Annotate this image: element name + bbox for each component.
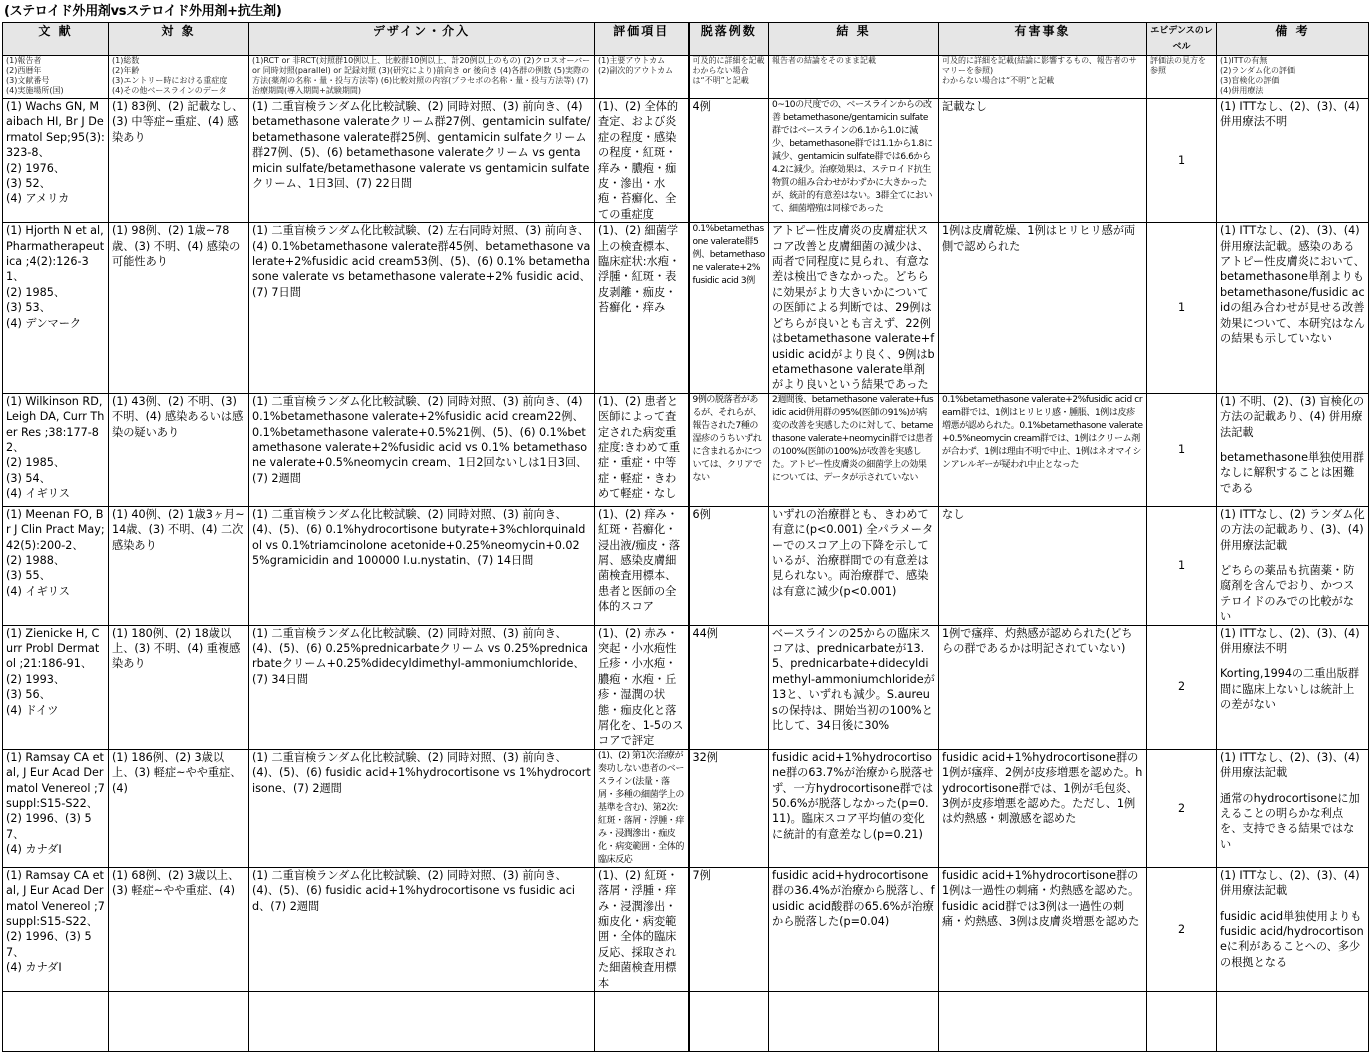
note-cell [1217, 625, 1369, 749]
reference-line: (2) 1996、(3) 57、 [6, 812, 92, 841]
reference-line: (1) Hjorth N et al, Pharmatherapeutica ;4(2):126-31、 [6, 224, 105, 284]
reference-cell [3, 393, 109, 506]
adverse-text: なし [942, 507, 965, 521]
reference-line: (4) カナダⅠ [6, 843, 62, 857]
subject-cell [109, 393, 249, 506]
adverse-cell [939, 99, 1147, 223]
reference-line: (1) Meenan FO, Br J Clin Pract May;42(5):200-2、 [6, 507, 105, 552]
evidence-level-cell [1147, 99, 1217, 223]
note-cell [1217, 99, 1369, 223]
adverse-cell [939, 749, 1147, 867]
result-text: 2週間後、betamethasone valerate+fusidic acid併用群の95%(医師の91%)が病変の改善を実感したのに対して、betamethasone valerate+neomycin群では患者の100%(医師の100%)が改善を実感した。アトピー性皮膚炎の細菌学上の効果については、データが示されていない [772, 394, 934, 483]
subject-text: (1) 68例、(2) 3歳以上、(3) 軽症~やや重症、(4) [112, 868, 240, 898]
outcome-text: (1)、(2) 全体的査定、および炎症の程度・感染の程度・紅斑・痒み・膿疱・痂皮・滲出・水疱・苔癬化、全ての重症度 [598, 100, 679, 221]
outcome-cell [595, 393, 689, 506]
adverse-cell [939, 625, 1147, 749]
evidence-level-value: 1 [1177, 153, 1186, 167]
result-text: 0~10の尺度での、ベースラインからの改善 betamethasone/gentamicin sulfate群ではベースラインの6.1から1.0に減少、betamethasone群では1.1から1.8に減少、gentamicin sulfate群では6.6から4.2に減少。治療効果は、ステロイド抗生物質の組み合わせがわずかに大きかったが、統計的有意差はない。3群全てにおいて、細菌増殖は同様であった [772, 100, 933, 214]
adverse-text: 0.1%betamethasone valerate+2%fusidic acid cream群では、1例はヒリヒリ感・腫脹、1例は皮疹増悪が認められた。0.1%betamethasone valerate+0.5%neomycin cream群では、1例はクリーム剤が合わず、1例は理由不明で中止、1例はネオマイシンアレルギーが疑われ中止となった [942, 394, 1143, 470]
result-text: fusidic acid+1%hydrocortisone群の63.7%が治療から脱落せず、一方hydrocortisone群では50.6%が脱落しなかった(p=0.11)。臨床スコア平均値の変化に統計的有意差なし(p=0.21) [772, 750, 934, 841]
outcome-text: (1)、(2) 紅斑・落屑・浮腫・痒み・浸潤滲出・痂皮化・病変範囲・全体的臨床反応、採取された細菌検査用標本 [598, 868, 679, 990]
dropout-text: 0.1%betamethasone valerate群5例、betamethasone valerate+2% fusidic acid 3例 [692, 224, 765, 287]
note-paragraph: (1) 不明、(2)、(3) 盲検化の方法の記載あり、(4) 併用療法記載 [1220, 394, 1365, 439]
reference-line: (2) 1976、 [6, 161, 66, 175]
table-row [3, 625, 1369, 749]
subject-text: (1) 43例、(2) 不明、(3) 不明、(4) 感染あるいは感染の疑いあり [112, 394, 244, 439]
subject-cell [109, 867, 249, 991]
empty-cell [109, 992, 249, 1052]
evidence-level-cell [1147, 867, 1217, 991]
result-cell [769, 99, 939, 223]
outcome-text: (1)、(2) 赤み・突起・小水疱性丘疹・小水疱・膿疱・水疱・丘疹・湿潤の状態・痂皮化と落屑化を、1-5のスコアで評定 [598, 626, 684, 748]
evidence-level-value: 2 [1177, 680, 1186, 694]
header-design: デザイン・介入 [249, 23, 595, 56]
evidence-level-cell [1147, 625, 1217, 749]
header-note: 備 考 [1217, 23, 1369, 56]
dropout-text: 7例 [692, 868, 711, 882]
outcome-cell [595, 223, 689, 393]
empty-cell [249, 992, 595, 1052]
subject-cell [109, 749, 249, 867]
outcome-cell [595, 99, 689, 223]
design-text: (1) 二重盲検ランダム化比較試験、(2) 同時対照、(3) 前向き、(4)、(5)、(6) fusidic acid+1%hydrocortisone vs 1%hydrocortisone、(7) 2週間 [252, 750, 591, 795]
design-text: (1) 二重盲検ランダム化比較試験、(2) 同時対照、(3) 前向き、(4) 0.1%betamethasone valerate+2%fusidic acid cream22例、0.1%betamethasone valerate+0.5%21例、(5)、(6) 0.1%betamethasone valerate+2%fusidic acid vs 0.1% betamethasone valerate+0.5%neomycin cream、1日2回ないしは1日3回、(7) 2週間 [252, 394, 588, 485]
design-text: (1) 二重盲検ランダム化比較試験、(2) 同時対照、(3) 前向き、(4)、(5)、(6) 0.25%prednicarbateクリーム vs 0.25%prednicarbateクリーム+0.25%didecyldimethyl-ammoniumchloride、(7) 34日間 [252, 626, 588, 686]
design-cell [249, 223, 595, 393]
evidence-level-value: 1 [1177, 558, 1186, 572]
reference-line: (3) 53、 [6, 301, 51, 315]
table-row [3, 506, 1369, 625]
design-text: (1) 二重盲検ランダム化比較試験、(2) 同時対照、(3) 前向き、(4)、(5)、(6) fusidic acid+1%hydrocortisone vs fusidic acid、(7) 2週間 [252, 868, 576, 913]
adverse-cell [939, 867, 1147, 991]
evidence-level-value: 2 [1177, 801, 1186, 815]
reference-line: (4) ドイツ [6, 703, 59, 717]
reference-line: (3) 56、 [6, 688, 51, 702]
result-cell [769, 867, 939, 991]
dropout-text: 44例 [692, 626, 718, 640]
adverse-cell [939, 223, 1147, 393]
adverse-text: 1例は皮膚乾燥、1例はヒリヒリ感が両側で認められた [942, 224, 1136, 253]
evidence-level-cell [1147, 393, 1217, 506]
empty-row [3, 992, 1369, 1052]
reference-line: (4) カナダⅠ [6, 961, 62, 975]
reference-line: (2) 1996、(3) 57、 [6, 930, 92, 959]
empty-cell [769, 992, 939, 1052]
evidence-level-value: 1 [1177, 443, 1186, 457]
reference-cell [3, 625, 109, 749]
outcome-text: (1)、(2) 患者と医師によって査定された病変重症度:きわめて重症・重症・中等症・軽症・きわめて軽症・なし [598, 394, 681, 501]
design-cell [249, 506, 595, 625]
reference-line: (3) 52、 [6, 177, 51, 191]
empty-cell [3, 992, 109, 1052]
subject-cell [109, 506, 249, 625]
header-adverse: 有害事象 [939, 23, 1147, 56]
reference-cell [3, 506, 109, 625]
table-body [3, 99, 1369, 1052]
reference-line: (4) デンマーク [6, 316, 82, 330]
reference-cell [3, 223, 109, 393]
dropout-cell [689, 506, 769, 625]
header-evidence-level: エビデンスのレベル [1147, 23, 1217, 56]
design-cell [249, 749, 595, 867]
dropout-cell [689, 99, 769, 223]
result-cell [769, 223, 939, 393]
dropout-text: 32例 [692, 750, 718, 764]
guide-design: (1)RCT or 非RCT(対照群10例以上、比較群10例以上、計20例以上のもの) (2)クロスオーバー or 同時対照(parallel) or 記録対照 (3)(研究により)前向き or 後向き (4)各群の例数 (5)実際の方法(薬剤の名称・量・投与方法等) (6)比較対照の内容(プラセボの名称・量・投与方法等) (7)治療期間(導入期間+試験期間) [249, 56, 595, 99]
guide-reference: (1)報告者 (2)西暦年 (3)文献番号 (4)実施場所(国) [3, 56, 109, 99]
reference-line: (4) イギリス [6, 584, 70, 598]
document-title: (ステロイド外用剤vsステロイド外用剤+抗生剤) [4, 4, 282, 19]
table-row [3, 749, 1369, 867]
outcome-cell [595, 867, 689, 991]
reference-line: (1) Zienicke H, Curr Probl Dermatol ;21:186-91、 [6, 626, 100, 671]
subject-cell [109, 223, 249, 393]
reference-line: (3) 55、 [6, 569, 51, 583]
empty-cell [939, 992, 1147, 1052]
note-paragraph: (1) ITTなし、(2) ランダム化の方法の記載あり、(3)、(4) 併用療法記載 [1220, 507, 1365, 552]
result-text: アトピー性皮膚炎の皮膚症状スコア改善と皮膚細菌の減少は、両者で同程度に見られ、有意な差は検出できなかった。どちらに効果がより大きいかについての医師による判断では、29例はどちらが良いとも言えず、22例はbetamethasone valerate+fusidic acidがより良く、9例はbetamethasone valerate単剤がより良いという結果であった [772, 224, 935, 392]
reference-line: (4) イギリス [6, 487, 70, 501]
reference-line: (2) 1985、 [6, 285, 66, 299]
evidence-level-value: 1 [1177, 301, 1186, 315]
note-cell [1217, 867, 1369, 991]
dropout-cell [689, 223, 769, 393]
guide-outcome: (1)主要アウトカム (2)副次的アウトカム [595, 56, 689, 99]
table-row [3, 223, 1369, 393]
design-text: (1) 二重盲検ランダム化比較試験、(2) 同時対照、(3) 前向き、(4)、(5)、(6) 0.1%hydrocortisone butyrate+3%chlorquinaldol vs 0.1%triamcinolone acetonide+0.25%neomycin+0.025%gramicidin and 100000 I.u.nystatin、(7) 14日間 [252, 507, 586, 567]
guide-evidence-level: 評価法の見方を参照 [1147, 56, 1217, 99]
note-paragraph: (1) ITTなし、(2)、(3)、(4) 併用療法記載 [1220, 750, 1360, 780]
subject-text: (1) 180例、(2) 18歳以上、(3) 不明、(4) 重複感染あり [112, 626, 241, 671]
header-subject: 対 象 [109, 23, 249, 56]
adverse-cell [939, 393, 1147, 506]
subject-text: (1) 186例、(2) 3歳以上、(3) 軽症~やや重症、(4) [112, 750, 242, 795]
note-paragraph: Korting,1994の二重出版群間に臨床上ないしは統計上の差がない [1220, 667, 1360, 712]
design-text: (1) 二重盲検ランダム化比較試験、(2) 左右同時対照、(3) 前向き、(4) 0.1%betamethasone valerate群45例、betamethasone valerate+2%fusidic acid cream53例、(5)、(6) 0.1% betamethasone valerate vs betamethasone valerate+2% fusidic acid、(7) 7日間 [252, 224, 591, 299]
adverse-text: 1例で瘙痒、灼熱感が認められた(どちらの群であるかは明記されていない) [942, 626, 1133, 655]
adverse-text: 記載なし [942, 100, 987, 113]
note-paragraph: どちらの薬品も抗菌薬・防腐剤を含んでおり、かつステロイドのみでの比較がない [1220, 563, 1355, 624]
reference-line: (2) 1985、 [6, 456, 66, 470]
outcome-cell [595, 625, 689, 749]
table-row [3, 867, 1369, 991]
subject-text: (1) 98例、(2) 1歳~78歳、(3) 不明、(4) 感染の可能性あり [112, 224, 241, 269]
dropout-cell [689, 625, 769, 749]
guide-subject: (1)総数 (2)年齢 (3)エントリー時における重症度 (4)その他ベースラインのデータ [109, 56, 249, 99]
subject-text: (1) 40例、(2) 1歳3ヶ月~14歳、(3) 不明、(4) 二次感染あり [112, 507, 245, 552]
reference-cell [3, 749, 109, 867]
design-text: (1) 二重盲検ランダム化比較試験、(2) 同時対照、(3) 前向き、(4) betamethasone valerateクリーム群27例、gentamicin sulfate/betamethasone valerate群25例、gentamicin sulfateクリーム群27例、(5)、(6) betamethasone valerateクリーム vs gentamicin sulfate/betamethasone valerate vs gentamicin sulfateクリーム、1日3回、(7) 22日間 [252, 100, 591, 191]
evidence-level-cell [1147, 223, 1217, 393]
design-cell [249, 625, 595, 749]
outcome-cell [595, 749, 689, 867]
evidence-table [2, 22, 1369, 1052]
result-text: いずれの治療群とも、きわめて有意に(p<0.001) 全パラメーターでのスコア上の下降を示しているが、治療群間での有意差は見られない。両治療群で、感染は有意に減少(p<0.001) [772, 507, 934, 598]
guide-adverse: 可及的に詳細を記載(結論に影響するもの、報告者のサマリーを参照) わからない場合は“不明”と記載 [939, 56, 1147, 99]
result-cell [769, 393, 939, 506]
header-outcome: 評価項目 [595, 23, 689, 56]
reference-line: (2) 1993、 [6, 672, 66, 686]
subject-cell [109, 99, 249, 223]
note-paragraph: (1) ITTなし、(2)、(3)、(4) 併用療法記載。感染のあるアトピー性皮膚炎において、betamethasone単剤よりもbetamethasone/fusidic acidの組み合わせが見せる改善効果について、本研究はなんの結果も示していない [1220, 224, 1365, 346]
dropout-text: 4例 [692, 100, 711, 113]
adverse-text: fusidic acid+1%hydrocortisone群の1例が瘙痒、2例が皮疹増悪を認めた。hydrocortisone群では、1例が毛包炎、3例が皮疹増悪を認めた。ただし、1例は灼熱感・刺激感を認めた [942, 750, 1143, 826]
outcome-cell [595, 506, 689, 625]
reference-line: (1) Ramsay CA et al, J Eur Acad Dermatol Venereol ;7 suppl:S15-S22、 [6, 750, 105, 811]
note-cell [1217, 223, 1369, 393]
dropout-cell [689, 867, 769, 991]
note-paragraph: (1) ITTなし、(2)、(3)、(4) 併用療法記載 [1220, 868, 1360, 898]
subject-text: (1) 83例、(2) 記載なし、(3) 中等症~重症、(4) 感染あり [112, 100, 244, 144]
reference-line: (2) 1988、 [6, 553, 66, 567]
note-paragraph: fusidic acid単独使用よりもfusidic acid/hydrocortisoneに利があることへの、多少の根拠となる [1220, 909, 1364, 969]
note-paragraph: betamethasone単独使用群なしに解釈することは困難である [1220, 450, 1364, 495]
evidence-level-cell [1147, 749, 1217, 867]
empty-cell [1217, 992, 1369, 1052]
guide-note: (1)ITTの有無 (2)ランダム化の評価 (3)盲検化の評価 (4)併用療法 [1217, 56, 1369, 99]
reference-line: (1) Ramsay CA et al, J Eur Acad Dermatol Venereol ;7 suppl:S15-S22、 [6, 868, 105, 929]
header-reference: 文 献 [3, 23, 109, 56]
header-dropout: 脱落例数 [689, 23, 769, 56]
guide-row [3, 56, 1369, 99]
evidence-level-cell [1147, 506, 1217, 625]
result-cell [769, 625, 939, 749]
result-text: fusidic acid+hydrocortisone群の36.4%が治療から脱落し、fusidic acid酸群の65.6%が治療から脱落した(p=0.04) [772, 868, 935, 929]
note-cell [1217, 506, 1369, 625]
guide-result: 報告者の結論をそのまま記載 [769, 56, 939, 99]
design-cell [249, 99, 595, 223]
reference-line: (1) Wilkinson RD, Leigh DA, Curr Ther Res ;38:177-82、 [6, 394, 105, 454]
subject-cell [109, 625, 249, 749]
dropout-cell [689, 393, 769, 506]
result-text: ベースラインの25からの臨床スコアは、prednicarbateが13.5、prednicarbate+didecyldimethyl-ammoniumchlorideが13と、いずれも減少。S.aureusの保持は、開始当初の100%と比して、34日後に30% [772, 626, 935, 732]
reference-line: (4) アメリカ [6, 192, 70, 206]
dropout-text: 9例の脱落者があるが、それらが、報告された7種の湿疹のうちいずれに含まれるかについては、クリアでない [692, 394, 762, 483]
design-cell [249, 393, 595, 506]
result-cell [769, 749, 939, 867]
dropout-cell [689, 749, 769, 867]
reference-line: (3) 54、 [6, 471, 51, 485]
empty-cell [689, 992, 769, 1052]
dropout-text: 6例 [692, 507, 711, 521]
adverse-text: fusidic acid+1%hydrocortisone群の1例は一過性の刺痛・灼熱感を認めた。fusidic acid群では3例は一過性の刺痛・灼熱感、3例は皮膚炎増悪を認めた [942, 868, 1140, 929]
empty-cell [595, 992, 689, 1052]
outcome-text: (1)、(2) 第1次:治療が奏功しない患者のベースライン(法量・落屑・多種の細菌学上の基準を含む)、第2次:紅斑・落屑・浮腫・痒み・浸潤滲出・痂皮化・病変範囲・全体的臨床反応 [598, 750, 685, 865]
adverse-cell [939, 506, 1147, 625]
table-row [3, 99, 1369, 223]
header-row [3, 23, 1369, 56]
reference-line: (1) Wachs GN, Maibach HI, Br J Dermatol Sep;95(3):323-8、 [6, 100, 105, 160]
note-cell [1217, 749, 1369, 867]
empty-cell [1147, 992, 1217, 1052]
note-cell [1217, 393, 1369, 506]
header-result: 結 果 [769, 23, 939, 56]
note-paragraph: (1) ITTなし、(2)、(3)、(4) 併用療法不明 [1220, 626, 1360, 655]
design-cell [249, 867, 595, 991]
evidence-level-value: 2 [1177, 922, 1186, 936]
table-row [3, 393, 1369, 506]
note-paragraph: (1) ITTなし、(2)、(3)、(4) 併用療法不明 [1220, 100, 1360, 129]
outcome-text: (1)、(2) 細菌学上の検査標本、臨床症状:水疱・浮腫・紅斑・表皮剥離・痂皮・苔癬化・痒み [598, 224, 681, 315]
result-cell [769, 506, 939, 625]
reference-cell [3, 867, 109, 991]
outcome-text: (1)、(2) 痒み・紅斑・苔癬化・浸出液/痂皮・落屑、感染皮膚細菌検査用標本、患者と医師の全体的スコア [598, 507, 681, 614]
guide-dropout: 可及的に詳細を記載 わからない場合は“不明”と記載 [689, 56, 769, 99]
note-paragraph: 通常のhydrocortisoneに加えることの明らかな利点を、支持できる結果ではない [1220, 791, 1360, 851]
reference-cell [3, 99, 109, 223]
